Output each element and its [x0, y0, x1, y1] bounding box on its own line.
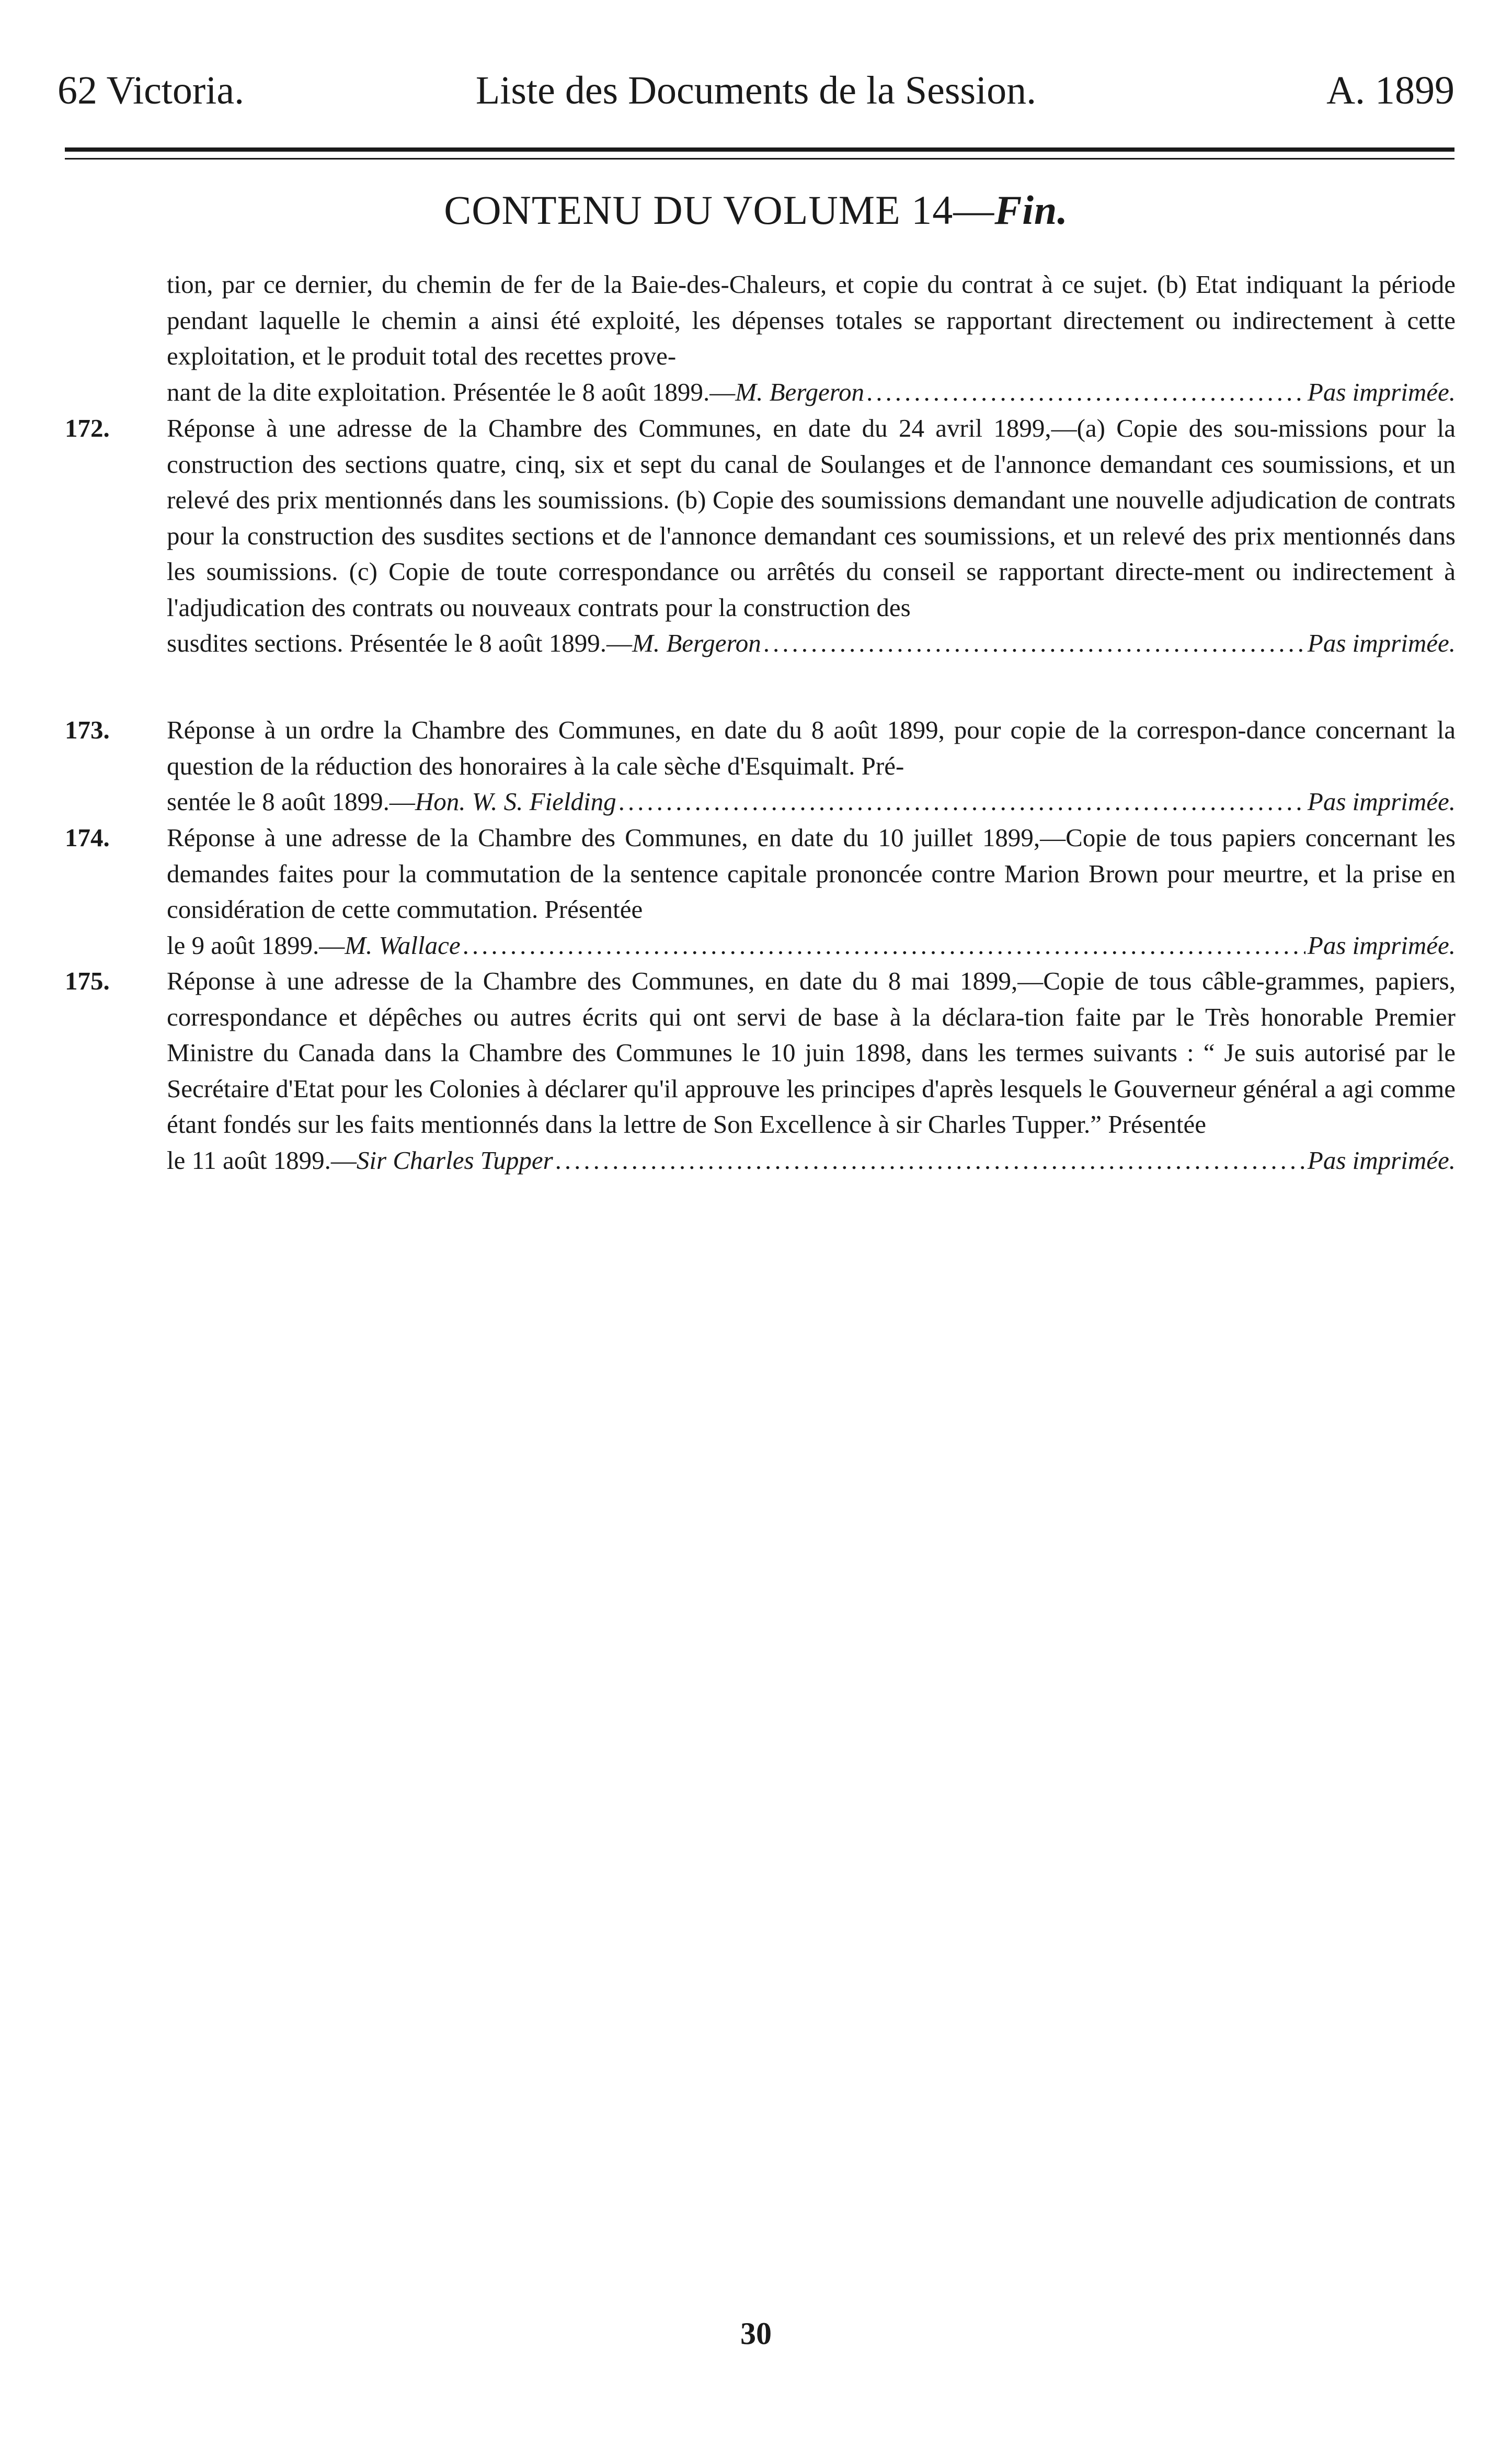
- leader-dots: [866, 374, 1305, 411]
- volume-title-suffix: Fin.: [994, 187, 1068, 233]
- entry-last-text: susdites sections. Présentée le 8 août 1899.—: [167, 629, 633, 657]
- continuation-body: tion, par ce dernier, du chemin de fer de la Baie-des-Chaleurs, et copie du contrat à ce sujet. (b) Etat indiquant la période pendant laquelle le chemin a ainsi été exploité, les dépenses totales se rapportant directement ou indirectement à cette exploitation, et le produit total des recettes prove-: [167, 270, 1456, 370]
- volume-title: [0, 184, 1512, 236]
- entry-number: 173.: [65, 715, 110, 744]
- entry-member: Hon. W. S. Fielding: [415, 787, 616, 816]
- header-right: A. 1899: [1326, 69, 1454, 112]
- entry-status: Pas imprimée.: [1307, 629, 1456, 657]
- entry-body: Réponse à une adresse de la Chambre des Communes, en date du 24 avril 1899,—(a) Copie des sou-missions pour la construction des sections quatre, cinq, six et sept du canal de Soulanges et de l'annonce demandant ces soumissions, et un relevé des prix mentionnés dans les soumissions. (b) Copie des soumissions demandant une nouvelle adjudication de contrats pour la construction des susdites sections et de l'annonce demandant ces soumissions, et un relevé des prix mentionnés dans les soumissions. (c) Copie de toute correspondance ou arrêtés du conseil se rapportant directe-ment ou indirectement à l'adjudication des contrats ou nouveaux contrats pour la construction des: [167, 414, 1456, 622]
- entry-174: [65, 820, 1456, 963]
- leader-dots: [463, 928, 1305, 964]
- header-center: Liste des Documents de la Session.: [475, 69, 1037, 112]
- entry-status: Pas imprimée.: [1307, 930, 1456, 960]
- entry-number: 172.: [65, 414, 110, 442]
- leader-dots: [763, 625, 1305, 662]
- continuation-member: M. Bergeron: [735, 377, 864, 406]
- entry-member: Sir Charles Tupper: [356, 1145, 553, 1175]
- volume-title-main: CONTENU DU VOLUME 14—: [444, 187, 995, 233]
- leader-dots: [555, 1143, 1305, 1179]
- entry-last-line: [167, 928, 1456, 964]
- page-number: 30: [740, 2316, 772, 2351]
- header-rule-thin: [65, 158, 1454, 160]
- entry-last-line: [167, 784, 1456, 820]
- entry-number: 174.: [65, 823, 110, 852]
- continuation-last-text: nant de la dite exploitation. Présentée le 8 août 1899.—: [167, 377, 736, 406]
- entry-173: [65, 712, 1456, 820]
- entry-body: Réponse à une adresse de la Chambre des Communes, en date du 10 juillet 1899,—Copie de tous papiers concernant les demandes faites pour la commutation de la sentence capitale prononcée contre Marion Brown pour meurtre, et la prise en considération de cette commutation. Présentée: [167, 823, 1456, 924]
- entry-last-line: [167, 625, 1456, 662]
- entry-172: [65, 411, 1456, 662]
- entry-last-text: le 11 août 1899.—: [167, 1145, 357, 1175]
- entry-body: Réponse à un ordre la Chambre des Communes, en date du 8 août 1899, pour copie de la correspon-dance concernant la question de la réduction des honoraires à la cale sèche d'Esquimalt. Pré-: [167, 715, 1456, 780]
- entry-number: 175.: [65, 966, 110, 995]
- running-header: [58, 62, 1454, 119]
- entry-body: Réponse à une adresse de la Chambre des Communes, en date du 8 mai 1899,—Copie de tous câble-grammes, papiers, correspondance et dépêches ou autres écrits qui ont servi de base à la déclara-tion faite par le Très honorable Premier Ministre du Canada dans la Chambre des Communes le 10 juin 1898, dans les termes suivants : “ Je suis autorisé par le Secrétaire d'Etat pour les Colonies à déclarer qu'il approuve les principes d'après lesquels le Gouverneur général a agi comme étant fondés sur les faits mentionnés dans la lettre de Son Excellence à sir Charles Tupper.” Présentée: [167, 966, 1456, 1139]
- continuation-last-line: [167, 374, 1456, 411]
- entry-status: Pas imprimée.: [1307, 787, 1456, 816]
- continuation-paragraph: [65, 267, 1456, 410]
- header-rule-thick: [65, 147, 1454, 152]
- entry-member: M. Bergeron: [632, 629, 761, 657]
- entry-last-text: le 9 août 1899.—: [167, 930, 345, 960]
- leader-dots: [618, 784, 1305, 820]
- entry-status: Pas imprimée.: [1307, 1145, 1456, 1175]
- continuation-status: Pas imprimée.: [1307, 377, 1456, 406]
- entry-last-line: [167, 1143, 1456, 1179]
- entry-175: [65, 963, 1456, 1178]
- entry-last-text: sentée le 8 août 1899.—: [167, 787, 415, 816]
- entry-member: M. Wallace: [345, 930, 461, 960]
- header-left: 62 Victoria.: [58, 69, 245, 112]
